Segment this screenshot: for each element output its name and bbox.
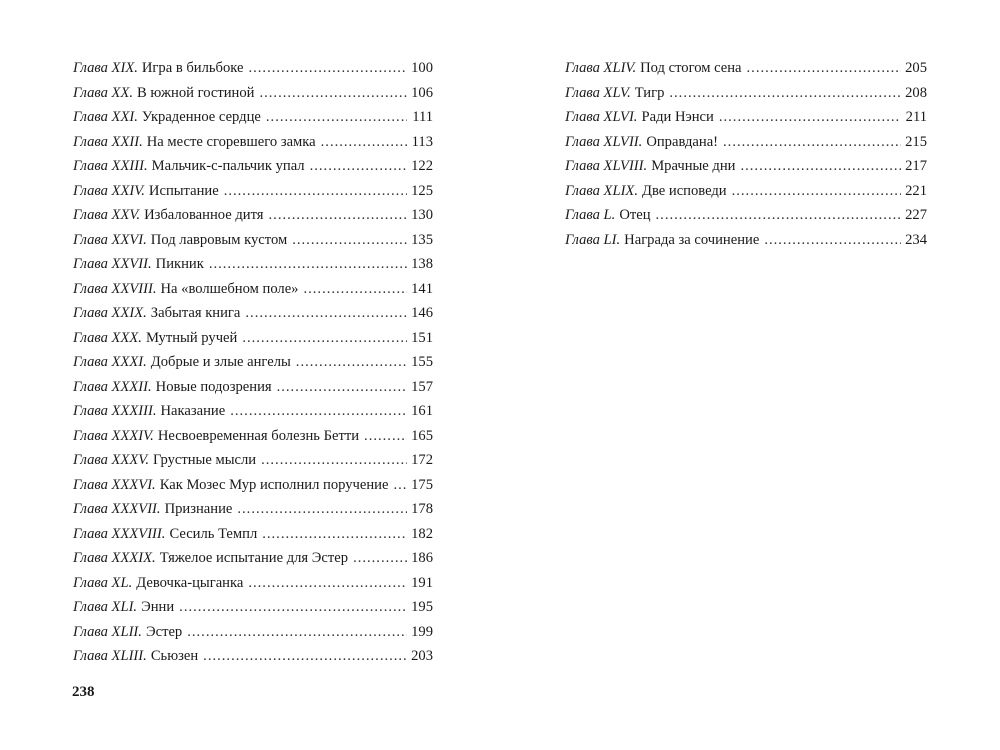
chapter-label: Глава XIX.: [73, 60, 138, 76]
dot-leader: [740, 154, 901, 179]
toc-entry: [565, 179, 927, 204]
chapter-page-number: 191: [411, 574, 433, 591]
chapter-title: Избалованное дитя: [144, 207, 264, 223]
chapter-title: Тигр: [634, 84, 665, 101]
chapter-label: Глава XXXII.: [73, 378, 152, 395]
chapter-label: Глава XXVII.: [73, 256, 152, 272]
chapter-page-number: 227: [905, 207, 927, 223]
dot-leader: [179, 595, 407, 620]
dot-leader: [266, 105, 407, 130]
chapter-title: Забытая книга: [150, 305, 241, 321]
toc-entry: [73, 252, 433, 277]
chapter-label: Глава XXXIV.: [73, 427, 154, 444]
chapter-title: Под стогом сена: [640, 60, 742, 76]
dot-leader: [732, 179, 901, 204]
chapter-title: Сесиль Темпл: [169, 525, 258, 542]
chapter-page-number: 135: [411, 231, 433, 248]
dot-leader: [321, 130, 407, 155]
chapter-page-number: 100: [411, 60, 433, 76]
toc-entry: [565, 56, 927, 81]
toc-entry: [73, 448, 433, 473]
dot-leader: [245, 301, 407, 326]
toc-entry: [73, 497, 433, 522]
chapter-page-number: 211: [905, 109, 927, 125]
chapter-page-number: 165: [411, 427, 433, 444]
dot-leader: [292, 228, 407, 253]
chapter-title: Наказание: [160, 403, 226, 419]
chapter-label: Глава XLVII.: [565, 133, 643, 150]
toc-entry: [73, 595, 433, 620]
chapter-page-number: 186: [411, 550, 433, 566]
toc-entry: [565, 203, 927, 228]
toc-entry: [73, 571, 433, 596]
chapter-title: На «волшебном поле»: [160, 280, 299, 297]
chapter-label: Глава XXII.: [73, 133, 143, 150]
chapter-page-number: 138: [411, 256, 433, 272]
chapter-label: Глава XLVIII.: [565, 158, 648, 174]
dot-leader: [296, 350, 407, 375]
chapter-page-number: 175: [411, 476, 433, 493]
chapter-label: Глава XLV.: [565, 84, 631, 101]
toc-entry: [73, 473, 433, 498]
chapter-page-number: 172: [411, 452, 433, 468]
chapter-label: Глава XXXVII.: [73, 501, 161, 517]
chapter-label: Глава XXV.: [73, 207, 141, 223]
toc-entry: [73, 130, 433, 155]
dot-leader: [187, 620, 407, 645]
chapter-title: Пикник: [155, 256, 204, 272]
chapter-label: Глава XXXVIII.: [73, 525, 166, 542]
chapter-page-number: 199: [411, 623, 433, 640]
dot-leader: [230, 399, 407, 424]
toc-entry: [73, 81, 433, 106]
dot-leader: [719, 105, 901, 130]
toc-entry: [565, 228, 927, 253]
dot-leader: [269, 203, 407, 228]
toc-entry: [73, 522, 433, 547]
toc-entry: [73, 179, 433, 204]
chapter-title: Признание: [164, 501, 233, 517]
toc-entry: [565, 130, 927, 155]
dot-leader: [248, 56, 407, 81]
dot-leader: [262, 522, 407, 547]
chapter-title: Мрачные дни: [651, 158, 736, 174]
dot-leader: [353, 546, 407, 571]
chapter-label: Глава XLIV.: [565, 60, 637, 76]
chapter-label: Глава XLIX.: [565, 182, 638, 199]
chapter-page-number: 178: [411, 501, 433, 517]
toc-entry: [73, 424, 433, 449]
chapter-page-number: 182: [411, 525, 433, 542]
chapter-page-number: 155: [411, 354, 433, 370]
chapter-title: Оправдана!: [646, 133, 719, 150]
chapter-label: Глава XXXV.: [73, 452, 149, 468]
chapter-title: Награда за сочинение: [624, 231, 760, 248]
dot-leader: [242, 326, 407, 351]
chapter-title: Мутный ручей: [145, 329, 238, 346]
chapter-page-number: 130: [411, 207, 433, 223]
toc-entry: [73, 203, 433, 228]
dot-leader: [303, 277, 407, 302]
chapter-label: Глава XXIV.: [73, 182, 145, 199]
chapter-title: Ради Нэнси: [641, 109, 714, 125]
chapter-title: Как Мозес Мур исполнил поручение: [159, 476, 389, 493]
chapter-label: Глава XXXI.: [73, 354, 147, 370]
chapter-page-number: 151: [411, 329, 433, 346]
chapter-page-number: 111: [412, 109, 433, 125]
chapter-title: Украденное сердце: [141, 109, 261, 125]
toc-entry: [73, 228, 433, 253]
chapter-title: Грустные мысли: [152, 452, 257, 468]
toc-left-column: [73, 56, 433, 669]
chapter-label: Глава XLIII.: [73, 648, 147, 664]
chapter-page-number: 161: [411, 403, 433, 419]
dot-leader: [656, 203, 901, 228]
chapter-label: Глава L.: [565, 207, 616, 223]
dot-leader: [259, 81, 407, 106]
chapter-title: На месте сгоревшего замка: [146, 133, 316, 150]
chapter-page-number: 221: [905, 182, 927, 199]
toc-entry: [73, 105, 433, 130]
chapter-label: Глава XLI.: [73, 599, 138, 615]
chapter-title: Девочка-цыганка: [136, 574, 244, 591]
chapter-page-number: 234: [905, 231, 927, 248]
chapter-label: Глава XXVI.: [73, 231, 147, 248]
dot-leader: [669, 81, 901, 106]
chapter-title: Тяжелое испытание для Эстер: [159, 550, 349, 566]
chapter-title: Несвоевременная болезнь Бетти: [157, 427, 360, 444]
chapter-page-number: 141: [411, 280, 433, 297]
chapter-title: Мальчик-с-пальчик упал: [151, 158, 305, 174]
toc-entry: [565, 105, 927, 130]
toc-entry: [73, 644, 433, 669]
chapter-title: Отец: [619, 207, 651, 223]
toc-right-column: [565, 56, 927, 252]
toc-entry: [73, 350, 433, 375]
toc-entry: [73, 620, 433, 645]
chapter-label: Глава LI.: [565, 231, 621, 248]
chapter-page-number: 208: [905, 84, 927, 101]
dot-leader: [224, 179, 407, 204]
chapter-page-number: 215: [905, 133, 927, 150]
toc-entry: [73, 277, 433, 302]
chapter-page-number: 217: [905, 158, 927, 174]
toc-entry: [73, 546, 433, 571]
chapter-page-number: 146: [411, 305, 433, 321]
chapter-page-number: 203: [411, 648, 433, 664]
toc-entry: [565, 154, 927, 179]
chapter-label: Глава XLII.: [73, 623, 142, 640]
chapter-label: Глава XXXIII.: [73, 403, 157, 419]
toc-entry: [73, 326, 433, 351]
dot-leader: [203, 644, 407, 669]
chapter-label: Глава XL.: [73, 574, 133, 591]
chapter-title: Новые подозрения: [155, 378, 272, 395]
toc-entry: [565, 81, 927, 106]
chapter-label: Глава XXIII.: [73, 158, 148, 174]
chapter-title: Энни: [141, 599, 175, 615]
chapter-page-number: 195: [411, 599, 433, 615]
toc-entry: [73, 375, 433, 400]
dot-leader: [237, 497, 407, 522]
chapter-page-number: 205: [905, 60, 927, 76]
chapter-title: Добрые и злые ангелы: [150, 354, 291, 370]
chapter-label: Глава XXXVI.: [73, 476, 156, 493]
toc-entry: [73, 399, 433, 424]
chapter-title: Игра в бильбоке: [141, 60, 244, 76]
chapter-title: Испытание: [148, 182, 219, 199]
chapter-title: В южной гостиной: [137, 84, 255, 101]
page-number: 238: [72, 684, 95, 700]
dot-leader: [764, 228, 901, 253]
chapter-page-number: 157: [411, 378, 433, 395]
chapter-page-number: 122: [411, 158, 433, 174]
chapter-label: Глава XXIX.: [73, 305, 147, 321]
toc-entry: [73, 301, 433, 326]
dot-leader: [261, 448, 407, 473]
chapter-title: Эстер: [145, 623, 183, 640]
chapter-label: Глава XXVIII.: [73, 280, 157, 297]
chapter-title: Сьюзен: [150, 648, 199, 664]
dot-leader: [364, 424, 407, 449]
dot-leader: [248, 571, 407, 596]
dot-leader: [393, 473, 407, 498]
chapter-page-number: 106: [411, 84, 433, 101]
chapter-label: Глава XXX.: [73, 329, 142, 346]
chapter-title: Под лавровым кустом: [150, 231, 288, 248]
chapter-page-number: 125: [411, 182, 433, 199]
dot-leader: [310, 154, 407, 179]
chapter-page-number: 113: [411, 133, 433, 150]
toc-entry: [73, 154, 433, 179]
chapter-label: Глава XXXIX.: [73, 550, 156, 566]
dot-leader: [277, 375, 407, 400]
toc-entry: [73, 56, 433, 81]
chapter-title: Две исповеди: [642, 182, 727, 199]
dot-leader: [747, 56, 901, 81]
chapter-label: Глава XLVI.: [565, 109, 638, 125]
dot-leader: [723, 130, 901, 155]
chapter-label: Глава XXI.: [73, 109, 138, 125]
dot-leader: [209, 252, 407, 277]
chapter-label: Глава XX.: [73, 84, 134, 101]
